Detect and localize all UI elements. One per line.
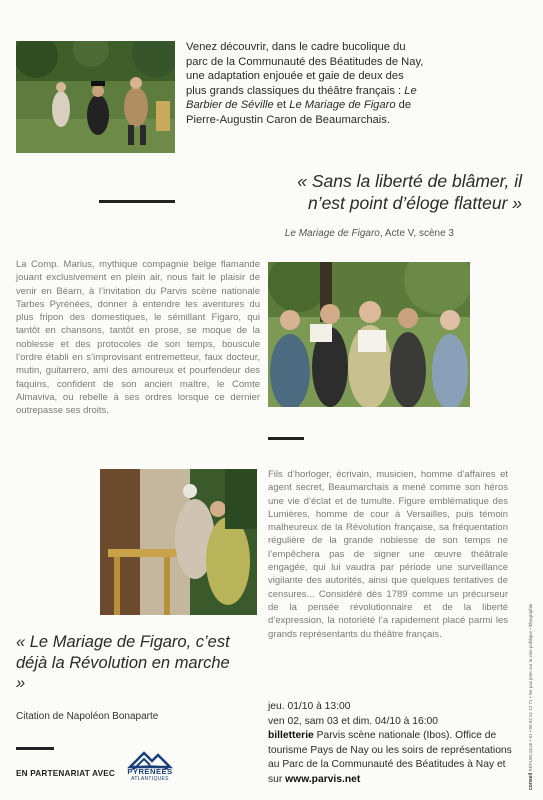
quote-source (262, 228, 454, 239)
pull-quote-revolution: « Le Mariage de Figaro, c’est déjà la Révolution en marche » (16, 633, 230, 692)
logo-text-atlantiques: ATLANTIQUES (131, 776, 169, 782)
billetterie-info (268, 729, 518, 787)
vertical-text-rest: RÉPUBLIQUE • 61 • 05 62 51 12 71 • Ne pas jeter sur la voie publique • lithographie (528, 603, 533, 773)
quote-citation-napoleon: Citation de Napoléon Bonaparte (16, 711, 159, 722)
divider-rule-1 (99, 200, 175, 203)
body-paragraph-beaumarchais: Fils d’horloger, écrivain, musicien, homme d’affaires et agent secret, Beaumarchais a mené comme son héros une vie d’éclat et de tumulte. Figure emblématique des Lumières, homme de cour à Versailles, puis témoin malheureux de la Révolution française, sa fréquentation régulière de la grande noblesse de son temps ne l’empêchera pas de signer une œuvre théâtrale engagée, qui lui vaudra par période une surveillance vigilante des autorités, ainsi que quelques tentatives de censures... Considéré dès 1789 comme un précurseur de la pensée révolutionnaire et de la liberté d’expression, la notoriété l’a rapidement placé parmi les grands représentants du théâtre français. (268, 469, 508, 640)
intro-title-barbier: Le Barbier de Séville (186, 84, 417, 112)
body-paragraph-compagnie: La Comp. Marius, mythique compagnie belge flamande jouant exclusivement en plein air, nous fait le plaisir de venir en Béarn, à l’invitation du Parvis scène nationale Tarbes Pyrénées, donner à entendre les aventures du plus fripon des domestiques, le sémillant Figaro, qui tantôt en chansons, tantôt en prose, se moque de la noblesse et des protocoles de son temps, bouscule l’ordre établi en s’improvisant entremetteur, faux docteur, mutin, guitarrero, ami des amoureux et pourfendeur des faquins, confident de son ancien maître, le Comte Almaviva, ou rebelle à ses ordres lorsque ce dernier outrepasse ses droits. (16, 259, 260, 417)
billetterie-label: billetterie (268, 730, 314, 742)
divider-rule-3 (16, 747, 54, 750)
photo-stage-scene (100, 469, 257, 615)
divider-rule-2 (268, 437, 304, 440)
quote-source-title: Le Mariage de Figaro (284, 228, 380, 239)
logo-text-pyrenees: PYRÉNÉES (127, 767, 173, 776)
schedule-line-1: jeu. 01/10 à 13:00 (268, 701, 351, 712)
quote-source-rest: , Acte V, scène 3 (379, 228, 454, 239)
intro-text-mid: et (273, 99, 290, 112)
photo-actors-singing (268, 262, 470, 407)
schedule-line-2: ven 02, sam 03 et dim. 04/10 à 16:00 (268, 715, 439, 727)
pull-quote-liberte: « Sans la liberté de blâmer, il n’est point d’éloge flatteur » (297, 171, 522, 213)
intro-paragraph (186, 40, 426, 128)
intro-text-after: de Pierre-Augustin Caron de Beaumarchais. (186, 99, 412, 126)
intro-title-mariage: Le Mariage de Figaro (289, 99, 396, 112)
photo-troupe-outdoor (16, 41, 175, 153)
vertical-text-bold: conseil (528, 772, 534, 790)
intro-text-before: Venez découvrir, dans le cadre bucolique du parc de la Communauté des Béatitudes de Nay, une adaptation enjouée et gaie de deux des plus grands classiques du théâtre français : (186, 41, 424, 97)
vertical-legal-text (520, 480, 540, 790)
billetterie-text: Parvis scène nationale (Ibos). Office de tourisme Pays de Nay ou les soirs de représentations au Parc de la Communauté des Béatitudes à Nay et sur (268, 730, 512, 785)
partnership-label: EN PARTENARIAT AVEC (16, 769, 116, 778)
schedule-block (268, 700, 518, 788)
website-link[interactable]: www.parvis.net (285, 773, 361, 785)
